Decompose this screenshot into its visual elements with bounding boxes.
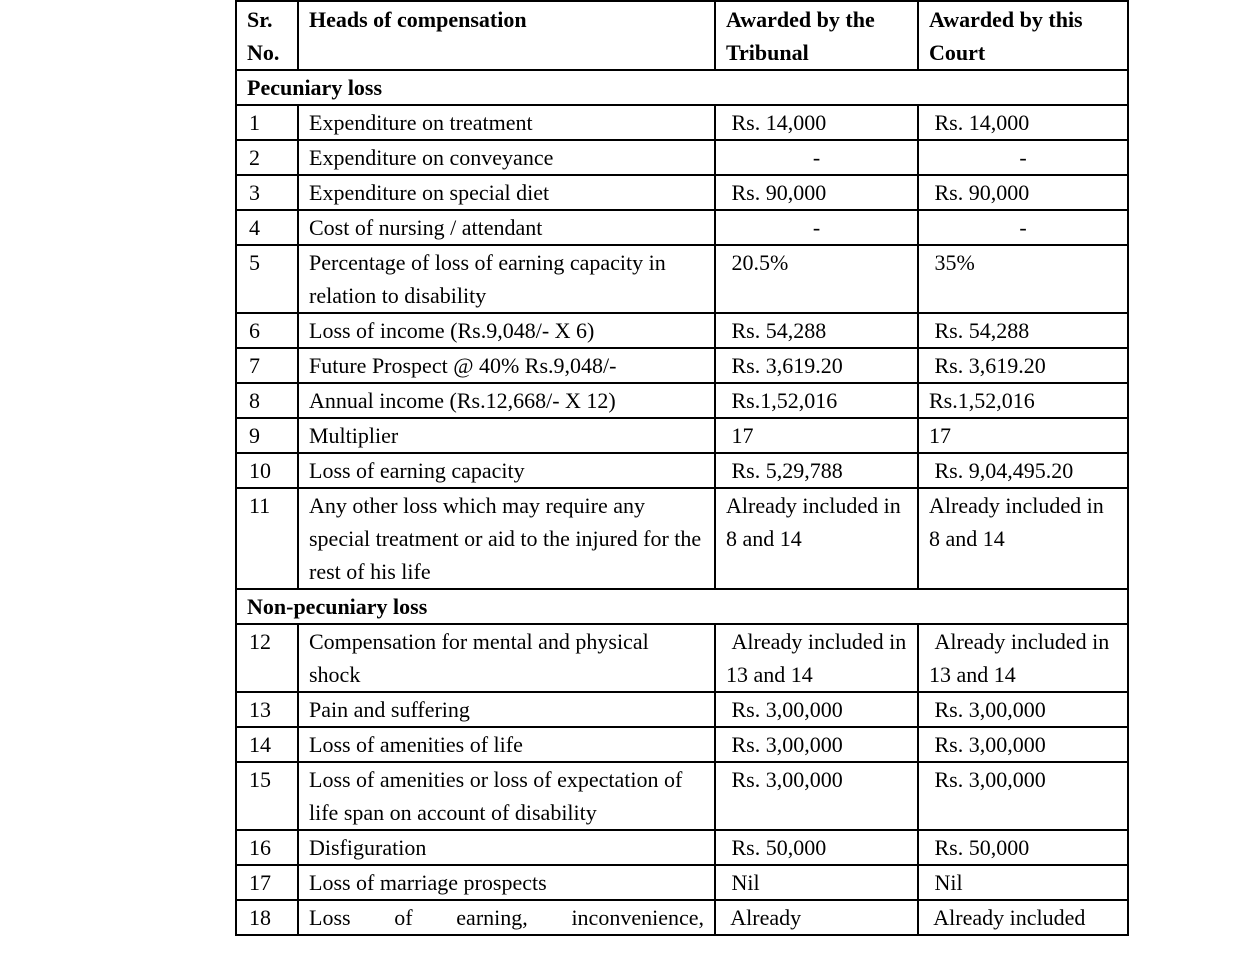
sr-no: 1 — [236, 105, 298, 140]
sr-no: 10 — [236, 453, 298, 488]
section-title-non-pecuniary: Non-pecuniary loss — [236, 589, 1128, 624]
table-row — [236, 453, 1128, 488]
table-row — [236, 348, 1128, 383]
court-cell: Already included in 13 and 14 — [918, 624, 1128, 692]
head-cell: Loss of income (Rs.9,048/- X 6) — [298, 313, 715, 348]
table-row — [236, 210, 1128, 245]
tribunal-cell: 17 — [715, 418, 918, 453]
court-cell: 35% — [918, 245, 1128, 313]
head-cell: Annual income (Rs.12,668/- X 12) — [298, 383, 715, 418]
header-sr-no: Sr. No. — [236, 1, 298, 70]
tribunal-cell: Nil — [715, 865, 918, 900]
tribunal-cell: Rs. 50,000 — [715, 830, 918, 865]
head-cell: Expenditure on conveyance — [298, 140, 715, 175]
compensation-document — [235, 0, 1129, 936]
tribunal-cell: Already included in 13 and 14 — [715, 624, 918, 692]
section-row-non-pecuniary — [236, 589, 1128, 624]
table-row — [236, 313, 1128, 348]
table-row — [236, 175, 1128, 210]
tribunal-cell: Already included in 8 and 14 — [715, 488, 918, 589]
tribunal-cell: 20.5% — [715, 245, 918, 313]
court-cell: 17 — [918, 418, 1128, 453]
tribunal-cell: Rs. 14,000 — [715, 105, 918, 140]
head-cell: Loss of amenities of life — [298, 727, 715, 762]
head-cell: Multiplier — [298, 418, 715, 453]
sr-no: 4 — [236, 210, 298, 245]
head-cell: Any other loss which may require any special treatment or aid to the injured for the rest of his life — [298, 488, 715, 589]
court-cell: Already included in 8 and 14 — [918, 488, 1128, 589]
table-row — [236, 865, 1128, 900]
sr-no: 13 — [236, 692, 298, 727]
tribunal-cell: Rs. 3,00,000 — [715, 762, 918, 830]
table-row — [236, 830, 1128, 865]
head-cell: Expenditure on treatment — [298, 105, 715, 140]
court-cell: - — [918, 140, 1128, 175]
court-cell: Rs. 54,288 — [918, 313, 1128, 348]
sr-no: 14 — [236, 727, 298, 762]
table-header-row — [236, 1, 1128, 70]
table-row — [236, 140, 1128, 175]
head-cell: Percentage of loss of earning capacity in relation to disability — [298, 245, 715, 313]
court-cell: Rs. 50,000 — [918, 830, 1128, 865]
court-cell: Rs.1,52,016 — [918, 383, 1128, 418]
court-cell: Rs. 3,00,000 — [918, 727, 1128, 762]
section-title-pecuniary: Pecuniary loss — [236, 70, 1128, 105]
tribunal-cell: - — [715, 210, 918, 245]
head-cell: Pain and suffering — [298, 692, 715, 727]
tribunal-cell: Already — [715, 900, 918, 935]
table-row — [236, 900, 1128, 935]
sr-no: 7 — [236, 348, 298, 383]
court-cell: Rs. 9,04,495.20 — [918, 453, 1128, 488]
tribunal-cell: Rs. 3,00,000 — [715, 692, 918, 727]
head-cell: Loss of marriage prospects — [298, 865, 715, 900]
sr-no: 12 — [236, 624, 298, 692]
court-cell: Rs. 3,619.20 — [918, 348, 1128, 383]
court-cell: Rs. 3,00,000 — [918, 692, 1128, 727]
sr-no: 5 — [236, 245, 298, 313]
table-row — [236, 245, 1128, 313]
court-cell: - — [918, 210, 1128, 245]
compensation-table — [235, 0, 1129, 936]
court-cell: Rs. 3,00,000 — [918, 762, 1128, 830]
court-cell: Rs. 14,000 — [918, 105, 1128, 140]
tribunal-cell: - — [715, 140, 918, 175]
table-row — [236, 624, 1128, 692]
tribunal-cell: Rs. 54,288 — [715, 313, 918, 348]
section-row-pecuniary — [236, 70, 1128, 105]
tribunal-cell: Rs. 90,000 — [715, 175, 918, 210]
head-cell: Future Prospect @ 40% Rs.9,048/- — [298, 348, 715, 383]
sr-no: 8 — [236, 383, 298, 418]
head-cell: Loss of earning capacity — [298, 453, 715, 488]
sr-no: 18 — [236, 900, 298, 935]
table-row — [236, 418, 1128, 453]
tribunal-cell: Rs. 3,619.20 — [715, 348, 918, 383]
tribunal-cell: Rs. 3,00,000 — [715, 727, 918, 762]
table-row — [236, 488, 1128, 589]
head-cell: Loss of amenities or loss of expectation of life span on account of disability — [298, 762, 715, 830]
head-cell: Loss of earning, inconvenience, — [298, 900, 715, 935]
sr-no: 2 — [236, 140, 298, 175]
court-cell: Already included — [918, 900, 1128, 935]
table-row — [236, 762, 1128, 830]
head-cell: Expenditure on special diet — [298, 175, 715, 210]
tribunal-cell: Rs.1,52,016 — [715, 383, 918, 418]
header-tribunal: Awarded by the Tribunal — [715, 1, 918, 70]
table-row — [236, 727, 1128, 762]
head-cell: Disfiguration — [298, 830, 715, 865]
sr-no: 3 — [236, 175, 298, 210]
table-row — [236, 383, 1128, 418]
sr-no: 16 — [236, 830, 298, 865]
sr-no: 15 — [236, 762, 298, 830]
sr-no: 6 — [236, 313, 298, 348]
court-cell: Nil — [918, 865, 1128, 900]
table-row — [236, 105, 1128, 140]
sr-no: 17 — [236, 865, 298, 900]
head-cell: Compensation for mental and physical shock — [298, 624, 715, 692]
sr-no: 11 — [236, 488, 298, 589]
header-heads: Heads of compensation — [298, 1, 715, 70]
court-cell: Rs. 90,000 — [918, 175, 1128, 210]
header-court: Awarded by this Court — [918, 1, 1128, 70]
table-row — [236, 692, 1128, 727]
tribunal-cell: Rs. 5,29,788 — [715, 453, 918, 488]
sr-no: 9 — [236, 418, 298, 453]
head-cell: Cost of nursing / attendant — [298, 210, 715, 245]
